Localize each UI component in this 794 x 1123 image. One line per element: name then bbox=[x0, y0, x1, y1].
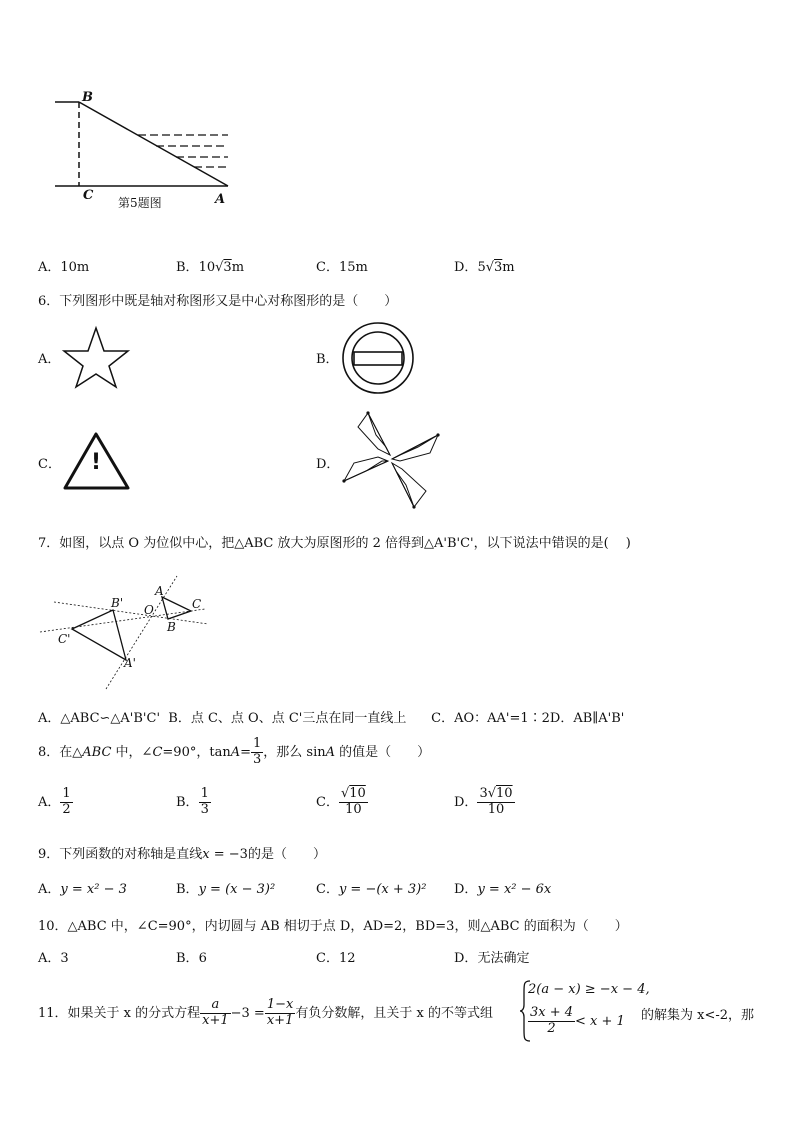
q5-option-d: D．5√3m bbox=[454, 260, 515, 275]
q9-stem: 9．下列函数的对称轴是直线x = −3的是（ ） bbox=[38, 847, 326, 862]
q11-system-line-1: 2(a − x) ≥ −x − 4, bbox=[528, 982, 650, 997]
q8-option-b: B． $\frac{1}{3}$ bbox=[176, 786, 209, 817]
q6-option-d: D． bbox=[316, 457, 340, 472]
q7-stem: 7．如图，以点 O 为位似中心，把△ABC 放大为原图形的 2 倍得到△A'B'C'，以下说法中错误的是( ) bbox=[38, 536, 631, 551]
q11-stem: 11．如果关于 x 的分式方程 $\frac{a}{x+1}$ −3 = $\frac{1-x}{x+1}$ 有负分数解，且关于 x 的不等式组 bbox=[38, 997, 493, 1028]
warning-exclamation: ! bbox=[91, 450, 102, 475]
q7-label-b-prime: B' bbox=[111, 596, 124, 610]
q11-stem-end: 的解集为 x<-2，那 bbox=[641, 1008, 755, 1023]
q7-label-o: O bbox=[144, 603, 154, 617]
sqrt-symbol: √ bbox=[215, 260, 224, 275]
q7-options: A．△ABC∽△A'B'C' B．点 C、点 O、点 C'三点在同一直线上 C．AO：AA'=1∶2D．AB∥A'B' bbox=[38, 711, 625, 726]
q10-option-c: C．12 bbox=[316, 951, 356, 966]
q6-stem: 6．下列图形中既是轴对称图形又是中心对称图形的是（ ） bbox=[38, 294, 398, 309]
q10-option-b: B．6 bbox=[176, 951, 207, 966]
q5-option-c: C．15m bbox=[316, 260, 368, 275]
q9-option-a: A．y = x² − 3 bbox=[38, 882, 127, 897]
q8-option-c: C． $\frac{√10}{10}$ bbox=[316, 786, 366, 817]
slope-line bbox=[79, 102, 228, 186]
water-dashes bbox=[138, 135, 228, 167]
q11-fraction-1: $\frac{a}{x+1}$ bbox=[202, 997, 229, 1028]
q10-option-a: A．3 bbox=[38, 951, 69, 966]
q7-figure bbox=[40, 572, 260, 692]
figure-caption: 第5题图 bbox=[118, 196, 162, 210]
q8-option-d: D． $\frac{3√10}{10}$ bbox=[454, 786, 513, 817]
q10-option-d: D．无法确定 bbox=[454, 951, 530, 966]
label-b: B bbox=[82, 90, 93, 105]
q11-system-line-2: $\frac{3x + 4}{2}$ < x + 1 bbox=[530, 1005, 625, 1036]
q8-stem-fraction: $\frac{1}{3}$ bbox=[253, 736, 262, 767]
q9-option-d: D．y = x² − 6x bbox=[454, 882, 552, 897]
q9-option-c: C．y = −(x + 3)² bbox=[316, 882, 427, 897]
q7-label-a-prime: A' bbox=[124, 656, 136, 670]
label-c: C bbox=[83, 188, 94, 203]
q11-fraction-2: $\frac{1-x}{x+1}$ bbox=[266, 997, 294, 1028]
q7-label-a: A bbox=[155, 584, 164, 598]
pinwheel-icon bbox=[338, 405, 448, 515]
sqrt-symbol: √ bbox=[485, 260, 495, 275]
q5-option-a: A．10m bbox=[38, 260, 90, 275]
label-a: A bbox=[215, 192, 226, 207]
q7-label-b: B bbox=[167, 620, 176, 634]
q9-option-b: B．y = (x − 3)² bbox=[176, 882, 276, 897]
circle-with-bar-icon bbox=[340, 320, 416, 396]
q6-option-b: B． bbox=[316, 352, 339, 367]
q5-option-b: B．10√3m bbox=[176, 260, 245, 275]
q8-option-a: A． $\frac{1}{2}$ bbox=[38, 786, 71, 817]
q7-label-c: C bbox=[192, 597, 202, 611]
star-icon bbox=[62, 326, 132, 388]
q7-label-c-prime: C' bbox=[58, 632, 71, 646]
q6-option-c: C． bbox=[38, 457, 61, 472]
q8-stem: 8．在△ABC 中，∠C=90°，tanA= $\frac{1}{3}$ ，那么 sinA 的值是（ ） bbox=[38, 736, 431, 767]
q10-stem: 10．△ABC 中，∠C=90°，内切圆与 AB 相切于点 D，AD=2，BD=3，则△ABC 的面积为（ ） bbox=[38, 919, 628, 934]
q6-option-a: A． bbox=[38, 352, 61, 367]
